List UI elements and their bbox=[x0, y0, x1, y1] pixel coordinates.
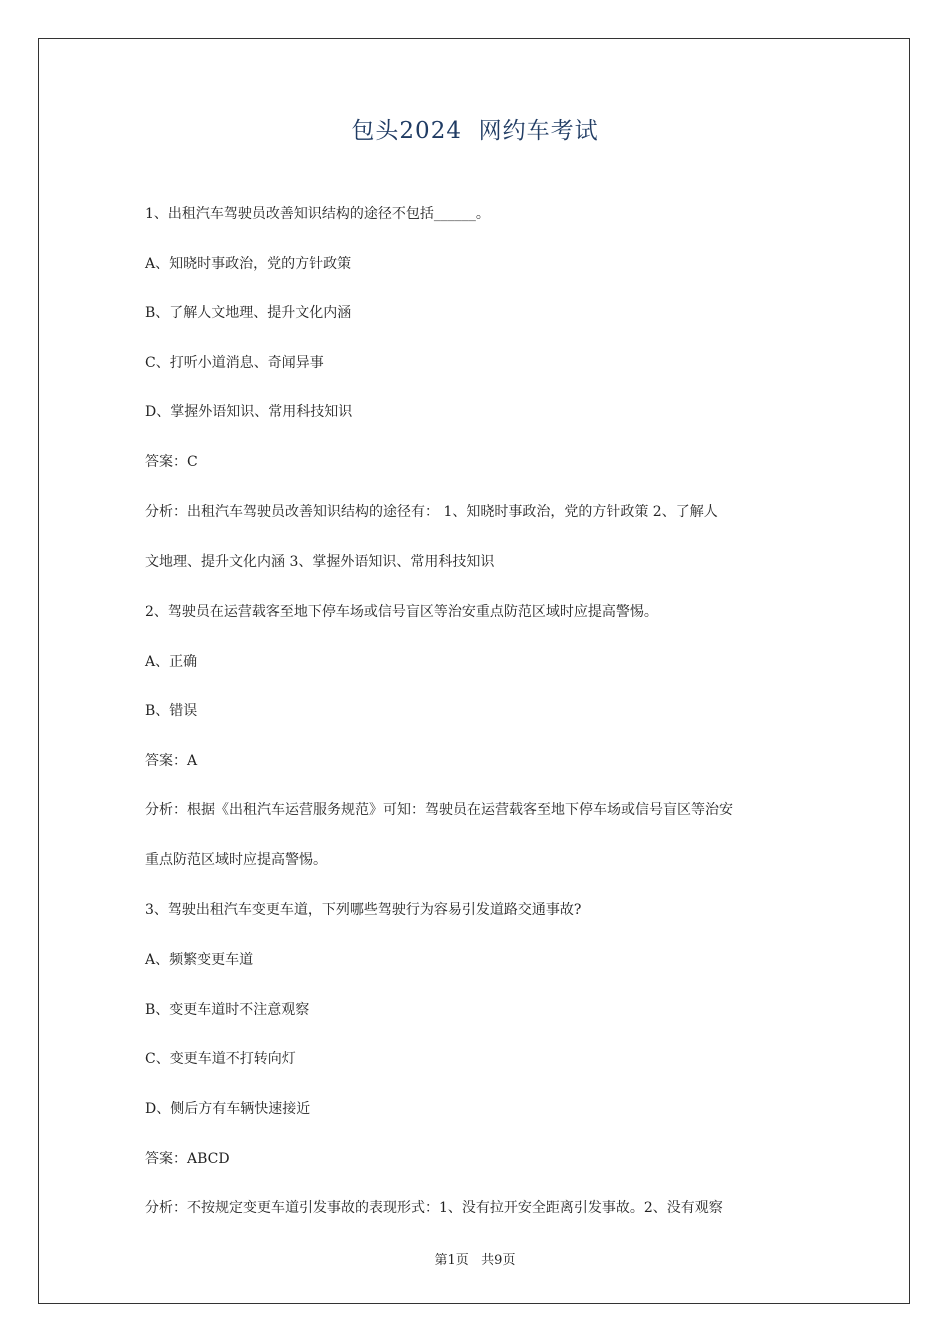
question-1-option-a: A、知晓时事政治，党的方针政策 bbox=[145, 256, 352, 272]
question-1-stem: 1、出租汽车驾驶员改善知识结构的途径不包括______。 bbox=[145, 206, 490, 222]
question-3-analysis-line-1: 分析：不按规定变更车道引发事故的表现形式：1、没有拉开安全距离引发事故。2、没有观察 bbox=[145, 1200, 723, 1216]
question-2-option-b: B、错误 bbox=[145, 703, 198, 719]
question-2-option-a: A、正确 bbox=[145, 654, 198, 670]
question-1-analysis-line-2: 文地理、提升文化内涵 3、掌握外语知识、常用科技知识 bbox=[145, 554, 495, 570]
question-1-option-c: C、打听小道消息、奇闻异事 bbox=[145, 355, 324, 371]
question-1-option-d: D、掌握外语知识、常用科技知识 bbox=[145, 404, 353, 420]
question-3-option-c: C、变更车道不打转向灯 bbox=[145, 1051, 296, 1067]
question-1-answer: 答案：C bbox=[145, 454, 198, 470]
question-2-stem: 2、驾驶员在运营载客至地下停车场或信号盲区等治安重点防范区域时应提高警惕。 bbox=[145, 604, 658, 620]
question-1-option-b: B、了解人文地理、提升文化内涵 bbox=[145, 305, 352, 321]
question-1-analysis-line-1: 分析：出租汽车驾驶员改善知识结构的途径有： 1、知晓时事政治，党的方针政策 2、了解人 bbox=[145, 504, 718, 520]
question-3-option-a: A、频繁变更车道 bbox=[145, 952, 254, 968]
question-2-answer: 答案：A bbox=[145, 753, 198, 769]
page-number: 第1页 共9页 bbox=[434, 1253, 516, 1268]
document-title: 包头2024 网约车考试 bbox=[351, 118, 599, 144]
question-3-stem: 3、驾驶出租汽车变更车道，下列哪些驾驶行为容易引发道路交通事故? bbox=[145, 902, 582, 918]
question-3-answer: 答案：ABCD bbox=[145, 1151, 230, 1167]
question-3-option-b: B、变更车道时不注意观察 bbox=[145, 1002, 310, 1018]
question-2-analysis-line-2: 重点防范区域时应提高警惕。 bbox=[145, 852, 327, 868]
question-3-option-d: D、侧后方有车辆快速接近 bbox=[145, 1101, 311, 1117]
question-2-analysis-line-1: 分析：根据《出租汽车运营服务规范》可知：驾驶员在运营载客至地下停车场或信号盲区等治安 bbox=[145, 802, 733, 818]
